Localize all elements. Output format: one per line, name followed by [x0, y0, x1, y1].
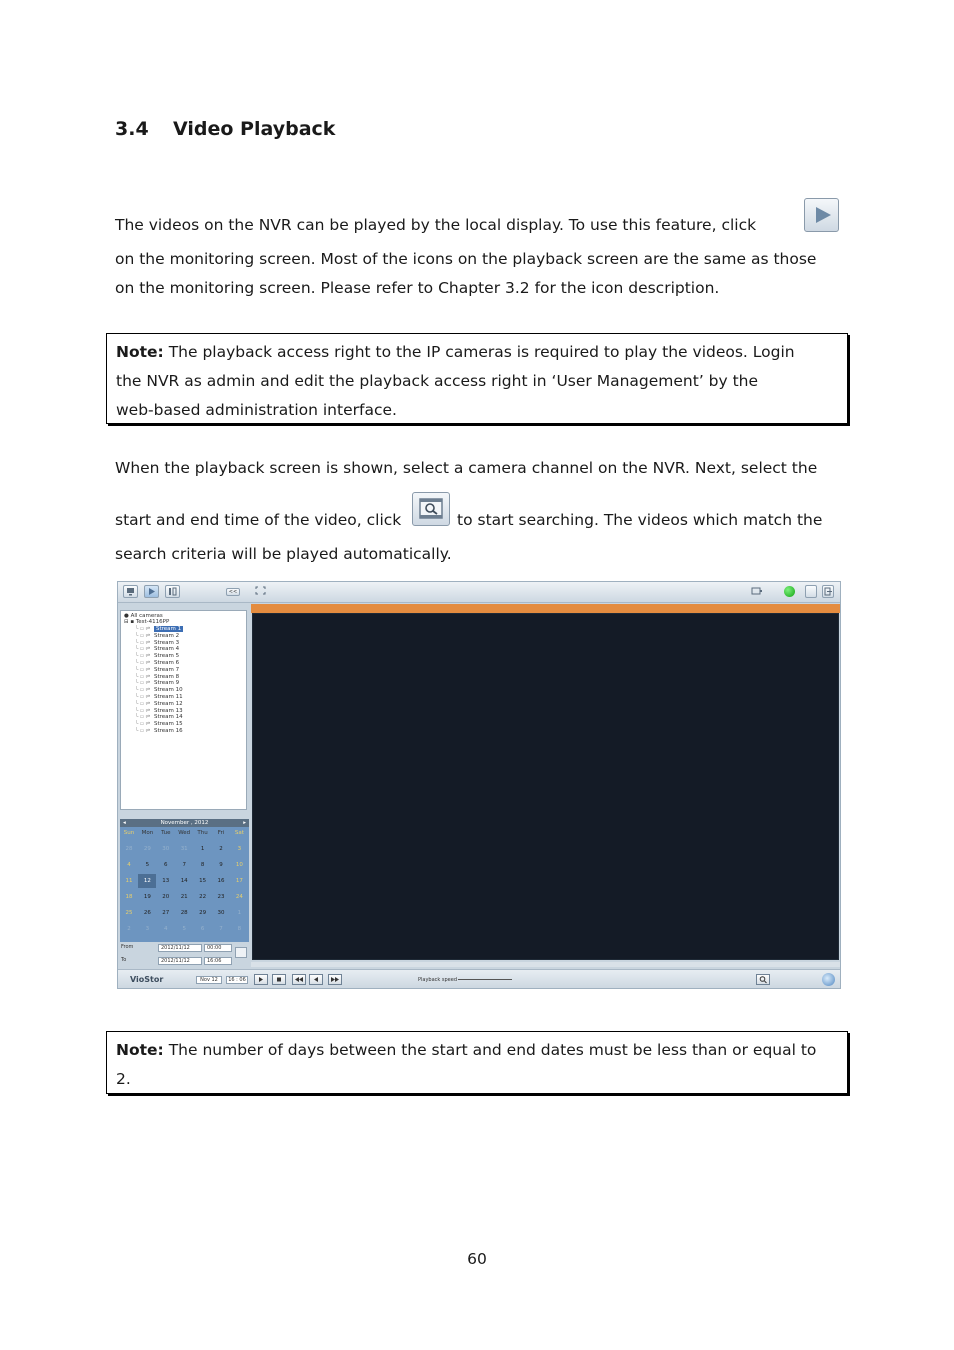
info-icon[interactable] — [805, 585, 817, 598]
calendar-day-header: Wed — [178, 830, 191, 836]
note2-line1: The number of days between the start and end dates must be less than or equal to — [168, 1041, 817, 1059]
next-month-icon[interactable]: ▸ — [243, 820, 246, 826]
tree-stream-item[interactable]: Stream 9 — [154, 680, 180, 687]
tree-device[interactable]: ⊟ ▪ Test-4116PP — [124, 619, 170, 625]
calendar-day-header: Mon — [141, 830, 154, 836]
note1-line1: The playback access right to the IP cameras is required to play the videos. Login — [168, 343, 795, 361]
note-label: Note: — [116, 343, 164, 361]
page-number: 60 — [467, 1250, 487, 1268]
calendar-month: November , 2012 — [160, 820, 209, 826]
calendar-day-header: Tue — [161, 830, 171, 836]
tree-stream-item[interactable]: Stream 14 — [154, 714, 183, 721]
tree-stream-item[interactable]: Stream 1 — [156, 626, 182, 632]
calendar-date[interactable]: 28 — [125, 846, 133, 852]
from-label: From — [121, 944, 134, 950]
collapse-icon[interactable]: << — [226, 588, 240, 596]
calendar — [120, 819, 249, 942]
section-heading — [115, 118, 335, 140]
calendar-date[interactable]: 11 — [125, 878, 133, 884]
brand-logo: VioStor — [130, 975, 164, 984]
tree-branch-icon: └ ▫ ⇌ — [135, 700, 151, 707]
calendar-date[interactable]: 4 — [164, 926, 168, 932]
para2-line1: When the playback screen is shown, select a camera channel on the NVR. Next, select the — [115, 459, 818, 477]
tree-stream-item[interactable]: Stream 4 — [154, 646, 180, 653]
timeline-scrollbar[interactable] — [251, 962, 840, 967]
calendar-date[interactable]: 7 — [182, 862, 186, 868]
tree-stream-item[interactable]: Stream 12 — [154, 700, 183, 707]
calendar-date[interactable]: 26 — [143, 910, 151, 916]
current-time: 16 : 06 — [226, 976, 248, 984]
calendar-date[interactable]: 18 — [125, 894, 133, 900]
tree-branch-icon: └ ▫ ⇌ — [135, 687, 151, 694]
fullscreen-icon[interactable] — [254, 585, 269, 598]
section-number: 3.4 — [115, 118, 149, 140]
calendar-date[interactable]: 25 — [125, 910, 133, 916]
tree-stream-item[interactable]: Stream 8 — [154, 673, 180, 680]
calendar-date[interactable]: 1 — [200, 846, 205, 852]
tree-branch-icon: └ ▫ ⇌ — [135, 666, 151, 673]
prev-month-icon[interactable]: ◂ — [123, 820, 126, 826]
playback-speed-slider[interactable] — [458, 979, 512, 980]
tree-branch-icon: └ ▫ ⇌ — [135, 707, 151, 714]
tree-branch-icon: └ ▫ ⇌ — [135, 639, 151, 646]
tree-branch-icon: └ ▫ ⇌ — [135, 626, 151, 632]
calendar-date[interactable]: 3 — [237, 846, 242, 852]
tree-stream-item[interactable]: Stream 3 — [154, 639, 180, 646]
camera-tree — [120, 610, 247, 810]
calendar-date[interactable]: 24 — [235, 894, 243, 900]
calendar-date[interactable]: 20 — [162, 894, 170, 900]
tree-stream-item[interactable]: Stream 6 — [154, 660, 180, 666]
calendar-date[interactable]: 19 — [143, 894, 151, 900]
calendar-date[interactable]: 9 — [219, 862, 223, 868]
tree-branch-icon: └ ▫ ⇌ — [135, 660, 151, 666]
calendar-day-header: Sat — [234, 830, 244, 836]
current-date: Nov 12 — [196, 976, 222, 984]
calendar-date[interactable]: 10 — [235, 862, 243, 868]
tree-branch-icon: └ ▫ ⇌ — [135, 646, 151, 653]
calendar-date[interactable]: 1 — [237, 910, 242, 916]
tree-stream-item[interactable]: Stream 10 — [154, 687, 183, 694]
tree-stream-item[interactable]: Stream 11 — [154, 694, 183, 700]
step-back-icon[interactable] — [309, 974, 323, 985]
calendar-header — [120, 819, 249, 827]
note2-line2: 2. — [116, 1070, 131, 1088]
tree-stream-item[interactable]: Stream 16 — [154, 728, 183, 734]
calendar-day-header: Fri — [217, 830, 225, 836]
section-title: Video Playback — [173, 118, 336, 140]
search-icon — [412, 492, 450, 526]
tree-branch-icon: └ ▫ ⇌ — [135, 694, 151, 700]
calendar-day-header: Thu — [197, 830, 208, 836]
calendar-date[interactable]: 6 — [200, 926, 205, 932]
video-viewport[interactable] — [252, 613, 839, 960]
calendar-date[interactable]: 5 — [145, 862, 150, 868]
para1-line3: on the monitoring screen. Please refer to Chapter 3.2 for the icon description. — [115, 279, 720, 297]
to-time-field[interactable]: 16:06 — [204, 957, 232, 965]
calendar-date[interactable]: 8 — [237, 926, 242, 932]
tree-stream-item[interactable]: Stream 13 — [154, 707, 183, 714]
calendar-date[interactable]: 15 — [199, 878, 207, 884]
para2-line3: search criteria will be played automatically. — [115, 545, 452, 563]
calendar-date[interactable]: 28 — [180, 910, 188, 916]
play-button-icon[interactable] — [254, 974, 268, 985]
tree-branch-icon: └ ▫ ⇌ — [135, 728, 151, 734]
calendar-day-header: Sun — [123, 830, 135, 836]
bottom-toolbar — [118, 969, 840, 989]
rewind-icon[interactable] — [292, 974, 306, 985]
para2-line2b: to start searching. The videos which match the — [457, 511, 823, 529]
note-box-days — [106, 1031, 848, 1094]
video-title-bar — [251, 604, 840, 613]
calendar-date[interactable]: 3 — [145, 926, 150, 932]
calendar-date[interactable]: 22 — [199, 894, 207, 900]
calendar-date[interactable]: 23 — [217, 894, 225, 900]
calendar-date[interactable]: 12 — [143, 878, 151, 884]
calendar-date[interactable]: 30 — [162, 846, 170, 852]
playback-icon[interactable] — [144, 585, 159, 598]
calendar-date[interactable]: 4 — [127, 862, 131, 868]
para1-line1: The videos on the NVR can be played by the local display. To use this feature, click — [115, 216, 757, 234]
tree-stream-item[interactable]: Stream 7 — [154, 666, 180, 673]
tree-branch-icon: └ ▫ ⇌ — [135, 680, 151, 687]
para1-line2: on the monitoring screen. Most of the icons on the playback screen are the same as those — [115, 250, 817, 268]
para2-line2a: start and end time of the video, click — [115, 511, 402, 529]
note-box-access — [106, 333, 848, 424]
calendar-date[interactable]: 2 — [219, 846, 223, 852]
calendar-date[interactable]: 5 — [182, 926, 186, 932]
tree-branch-icon: └ ▫ ⇌ — [135, 653, 151, 660]
calendar-date[interactable]: 16 — [217, 878, 225, 884]
calendar-date[interactable]: 31 — [180, 846, 188, 852]
snapshot-icon[interactable] — [750, 585, 765, 598]
note1-line3: web-based administration interface. — [116, 401, 397, 419]
calendar-date[interactable]: 21 — [180, 894, 188, 900]
calendar-date[interactable]: 2 — [127, 926, 131, 932]
tree-stream-item[interactable]: Stream 15 — [154, 721, 183, 728]
calendar-date[interactable]: 27 — [162, 910, 170, 916]
from-time-field[interactable]: 00:00 — [204, 944, 232, 952]
calendar-date[interactable]: 8 — [200, 862, 205, 868]
calendar-date[interactable]: 29 — [199, 910, 207, 916]
tree-branch-icon: └ ▫ ⇌ — [135, 673, 151, 680]
playback-speed-label: Playback speed — [418, 977, 458, 983]
calendar-date[interactable]: 7 — [219, 926, 223, 932]
status-indicator-icon — [784, 586, 795, 597]
tree-stream-item[interactable]: Stream 5 — [154, 653, 180, 660]
zoom-icon[interactable] — [756, 974, 770, 985]
calendar-date[interactable]: 29 — [143, 846, 151, 852]
tree-branch-icon: └ ▫ ⇌ — [135, 714, 151, 721]
tree-branch-icon: └ ▫ ⇌ — [135, 721, 151, 728]
monitor-icon[interactable] — [123, 585, 138, 598]
note1-line2: the NVR as admin and edit the playback access right in ‘User Management’ by the — [116, 372, 759, 390]
convert-icon[interactable] — [165, 585, 180, 598]
calendar-date[interactable]: 13 — [162, 878, 170, 884]
tree-stream-item[interactable]: Stream 2 — [154, 632, 180, 639]
to-date-field[interactable]: 2012/11/12 — [158, 957, 202, 965]
from-date-field[interactable]: 2012/11/12 — [158, 944, 202, 952]
fast-forward-icon[interactable] — [328, 974, 342, 985]
calendar-date[interactable]: 6 — [164, 862, 168, 868]
playback-screenshot — [117, 581, 841, 989]
search-button-icon[interactable] — [235, 947, 247, 958]
logout-icon[interactable] — [822, 585, 834, 598]
tree-branch-icon: └ ▫ ⇌ — [135, 632, 151, 639]
to-label: To — [121, 957, 127, 963]
top-toolbar — [118, 582, 840, 603]
play-icon — [804, 198, 839, 232]
stop-button-icon[interactable] — [272, 974, 286, 985]
calendar-date[interactable]: 30 — [217, 910, 225, 916]
note-label: Note: — [116, 1041, 164, 1059]
volume-icon[interactable] — [822, 973, 835, 986]
calendar-date[interactable]: 14 — [180, 878, 188, 884]
calendar-date[interactable]: 17 — [235, 878, 243, 884]
tree-root[interactable]: ● All cameras — [124, 613, 163, 619]
